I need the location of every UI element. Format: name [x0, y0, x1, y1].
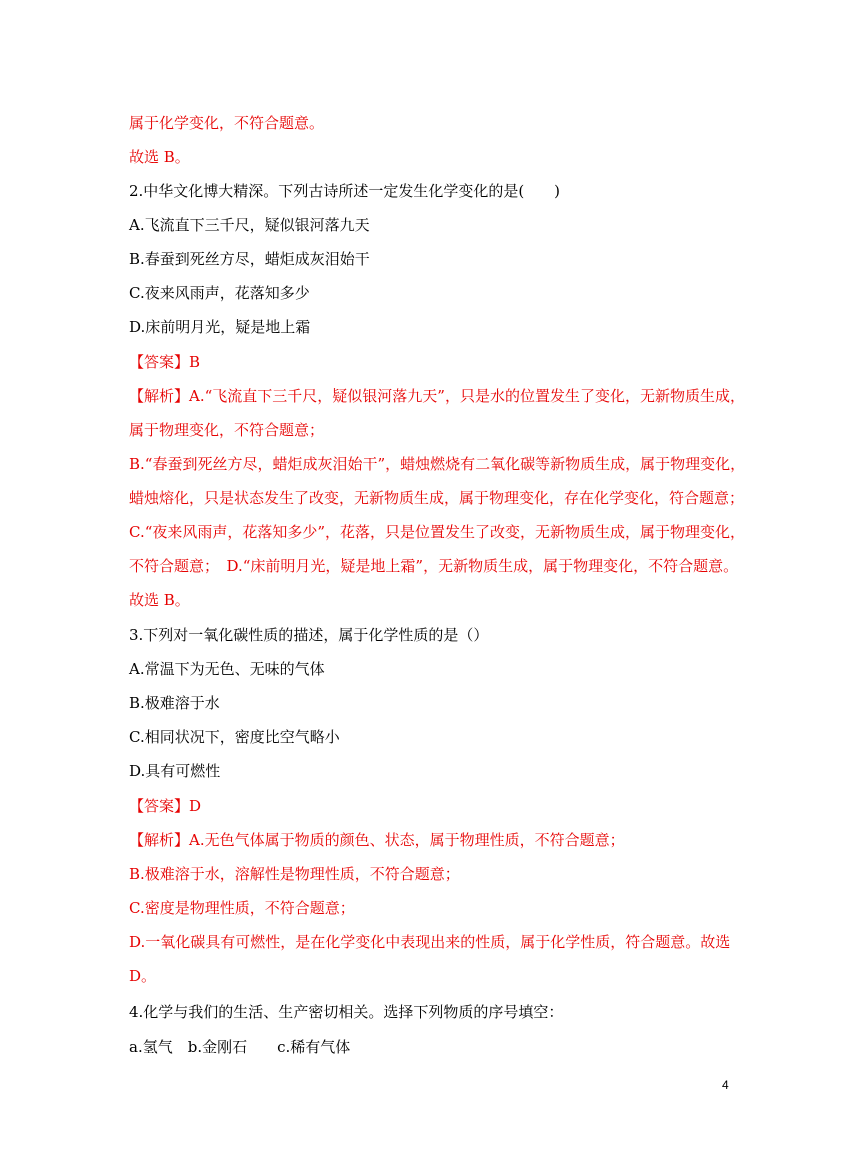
question-2-option-b: B.春蚕到死丝方尽，蜡炬成灰泪始干	[129, 250, 370, 268]
conclusion-line: 故选 B。	[129, 148, 190, 166]
question-2-analysis-line: C.“夜来风雨声，花落知多少”，花落，只是位置发生了改变，无新物质生成，属于物理变化，	[129, 523, 746, 541]
question-2-analysis-line: 不符合题意； D.“床前明月光，疑是地上霜”，无新物质生成，属于物理变化，不符合题意。	[129, 557, 739, 575]
question-3-conclusion: D。	[129, 967, 157, 985]
question-3-option-b: B.极难溶于水	[129, 694, 220, 712]
question-2-option-a: A.飞流直下三千尺，疑似银河落九天	[129, 216, 370, 234]
question-3-stem: 3.下列对一氧化碳性质的描述，属于化学性质的是（）	[129, 626, 489, 644]
question-2-analysis-line: 【解析】A.“飞流直下三千尺，疑似银河落九天”，只是水的位置发生了变化，无新物质生成，	[129, 387, 745, 405]
question-3-option-a: A.常温下为无色、无味的气体	[129, 660, 325, 678]
question-2-analysis-line: 属于物理变化，不符合题意；	[129, 421, 325, 439]
question-2-conclusion: 故选 B。	[129, 591, 190, 609]
question-2-analysis-line: B.“春蚕到死丝方尽，蜡炬成灰泪始干”，蜡烛燃烧有二氧化碳等新物质生成，属于物理变化，	[129, 455, 746, 473]
explanation-line: 属于化学变化，不符合题意。	[129, 114, 325, 132]
question-3-analysis-line: D.一氧化碳具有可燃性，是在化学变化中表现出来的性质，属于化学性质，符合题意。故选	[129, 933, 731, 951]
question-2-option-d: D.床前明月光，疑是地上霜	[129, 318, 311, 336]
question-2-option-c: C.夜来风雨声，花落知多少	[129, 284, 310, 302]
question-3-option-d: D.具有可燃性	[129, 762, 221, 780]
question-4-choices: a.氢气 b.金刚石 c.稀有气体	[129, 1038, 351, 1056]
question-3-analysis-line: 【解析】A.无色气体属于物质的颜色、状态，属于物理性质，不符合题意；	[129, 831, 625, 849]
question-2-stem: 2.中华文化博大精深。下列古诗所述一定发生化学变化的是( )	[129, 182, 561, 200]
question-3-option-c: C.相同状况下，密度比空气略小	[129, 728, 340, 746]
question-4-stem: 4.化学与我们的生活、生产密切相关。选择下列物质的序号填空：	[129, 1003, 564, 1021]
question-2-analysis-line: 蜡烛熔化，只是状态发生了改变，无新物质生成，属于物理变化，存在化学变化，符合题意；	[129, 489, 745, 507]
question-3-analysis-line: C.密度是物理性质，不符合题意；	[129, 899, 355, 917]
question-3-analysis-line: B.极难溶于水，溶解性是物理性质，不符合题意；	[129, 865, 460, 883]
page-number: 4	[722, 1078, 729, 1092]
question-2-answer: 【答案】B	[129, 353, 201, 371]
question-3-answer: 【答案】D	[129, 797, 202, 815]
